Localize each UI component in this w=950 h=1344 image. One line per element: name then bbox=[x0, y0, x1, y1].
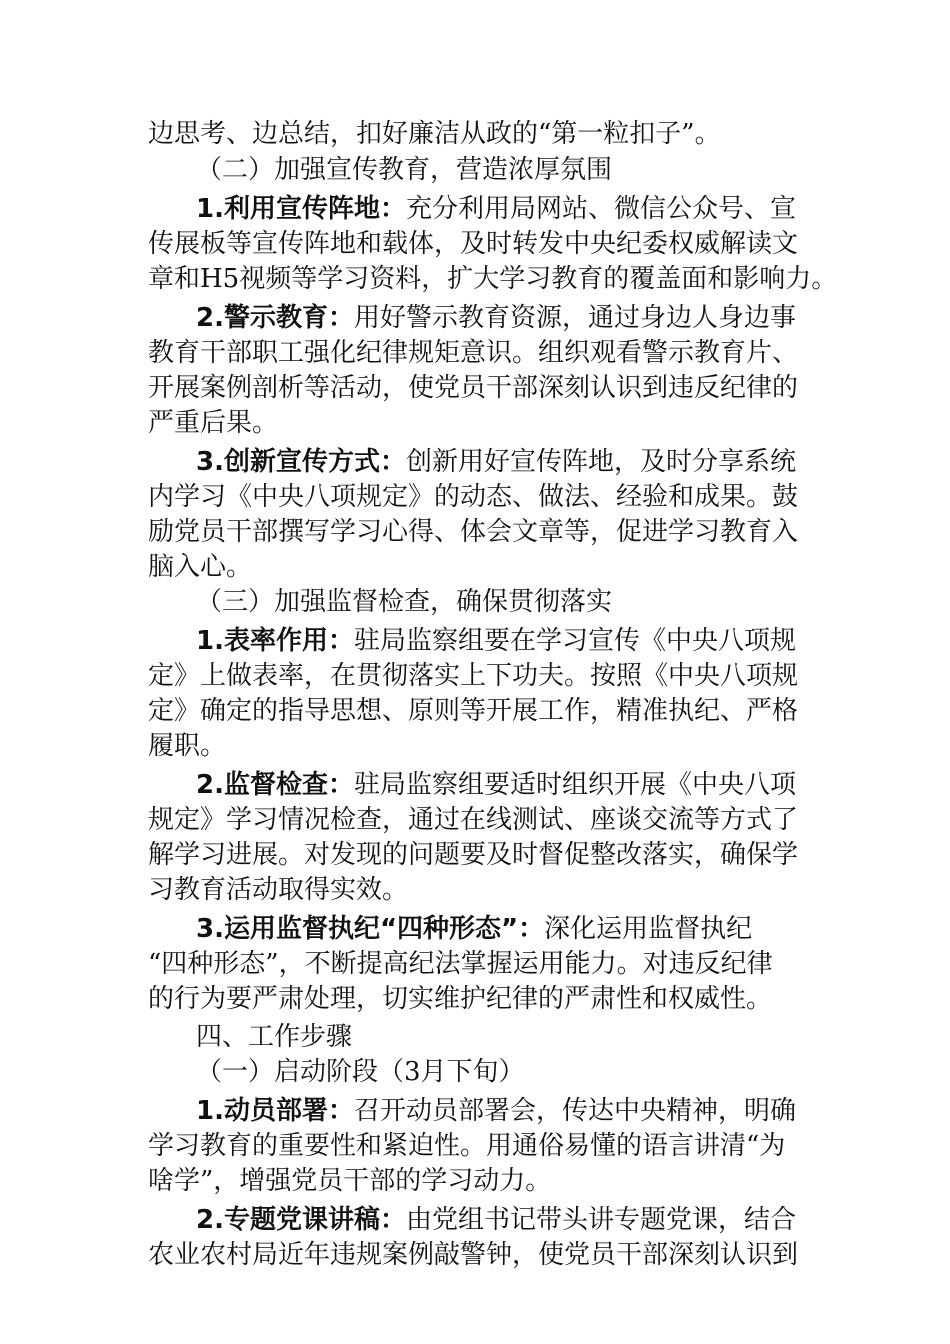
bold-run-in-heading: 3.创新宣传方式： bbox=[196, 447, 406, 477]
section-heading: 四、工作步骤 bbox=[196, 1022, 353, 1052]
text-line bbox=[148, 837, 803, 873]
text-line bbox=[148, 802, 803, 838]
text-line bbox=[196, 444, 803, 480]
text-segment: 啥学”，增强党员干部的学习动力。 bbox=[148, 1166, 552, 1196]
text-line bbox=[148, 479, 803, 515]
text-segment: 章和H5视频等学习资料，扩大学习教育的覆盖面和影响力。 bbox=[148, 264, 838, 294]
text-segment: 农业农村局近年违规案例敲警钟，使党员干部深刻认识到 bbox=[148, 1240, 799, 1270]
text-line bbox=[148, 261, 838, 297]
text-line bbox=[148, 981, 803, 1017]
text-segment: 充分利用局网站、微信公众号、宣 bbox=[405, 194, 796, 224]
text-segment: 教育干部职工强化纪律规矩意识。组织观看警示教育片、 bbox=[148, 338, 799, 368]
text-segment: 规定》学习情况检查，通过在线测试、座谈交流等方式了 bbox=[148, 805, 799, 835]
text-segment: 学习教育的重要性和紧迫性。用通俗易懂的语言讲清“为 bbox=[148, 1131, 786, 1161]
text-segment: 边思考、边总结，扣好廉洁从政的“第一粒扣子”。 bbox=[148, 119, 721, 149]
text-segment: 励党员干部撰写学习心得、体会文章等，促进学习教育入 bbox=[148, 517, 799, 547]
text-line bbox=[148, 946, 803, 982]
text-line bbox=[148, 1128, 803, 1164]
text-line bbox=[148, 1237, 803, 1273]
text-line bbox=[196, 1054, 803, 1090]
text-line bbox=[148, 116, 803, 152]
bold-run-in-heading: 2.专题党课讲稿： bbox=[196, 1205, 406, 1235]
text-line bbox=[148, 549, 803, 585]
text-line bbox=[148, 226, 803, 262]
text-segment: （三）加强监督检查，确保贯彻落实 bbox=[196, 587, 613, 617]
text-segment: “四种形态”，不断提高纪法掌握运用能力。对违反纪律 bbox=[148, 949, 773, 979]
bold-run-in-heading: 3.运用监督执纪“四种形态”： bbox=[196, 914, 545, 944]
bold-run-in-heading: 2.警示教育： bbox=[196, 303, 354, 333]
text-line bbox=[148, 658, 803, 694]
text-line bbox=[148, 335, 803, 371]
text-line bbox=[196, 1019, 803, 1055]
text-line bbox=[148, 693, 803, 729]
text-line bbox=[196, 1202, 803, 1238]
text-line bbox=[196, 152, 803, 188]
text-line bbox=[196, 1093, 803, 1129]
text-segment: 定》确定的指导思想、原则等开展工作，精准执纪、严格 bbox=[148, 696, 799, 726]
text-line bbox=[196, 911, 803, 947]
text-segment: 驻局监察组要在学习宣传《中央八项规 bbox=[353, 626, 796, 656]
text-segment: 脑入心。 bbox=[148, 552, 253, 582]
text-segment: 召开动员部署会，传达中央精神，明确 bbox=[353, 1096, 796, 1126]
text-segment: （一）启动阶段（3月下旬） bbox=[196, 1057, 525, 1087]
text-line bbox=[148, 514, 803, 550]
text-line bbox=[196, 623, 803, 659]
text-segment: 深化运用监督执纪 bbox=[544, 914, 753, 944]
text-segment: 由党组书记带头讲专题党课，结合 bbox=[405, 1205, 796, 1235]
text-segment: 习教育活动取得实效。 bbox=[148, 875, 409, 905]
text-segment: 用好警示教育资源，通过身边人身边事 bbox=[353, 303, 796, 333]
text-line bbox=[196, 584, 803, 620]
text-line bbox=[196, 767, 803, 803]
text-line bbox=[148, 872, 803, 908]
bold-run-in-heading: 1.利用宣传阵地： bbox=[196, 194, 406, 224]
text-line bbox=[148, 405, 803, 441]
text-segment: 严重后果。 bbox=[148, 408, 279, 438]
text-segment: （二）加强宣传教育，营造浓厚氛围 bbox=[196, 155, 613, 185]
text-segment: 创新用好宣传阵地，及时分享系统 bbox=[405, 447, 796, 477]
bold-run-in-heading: 2.监督检查： bbox=[196, 770, 354, 800]
text-segment: 内学习《中央八项规定》的动态、做法、经验和成果。鼓 bbox=[148, 482, 799, 512]
text-segment: 定》上做表率，在贯彻落实上下功夫。按照《中央八项规 bbox=[148, 661, 799, 691]
text-segment: 开展案例剖析等活动，使党员干部深刻认识到违反纪律的 bbox=[148, 373, 799, 403]
text-segment: 传展板等宣传阵地和载体，及时转发中央纪委权威解读文 bbox=[148, 229, 799, 259]
text-segment: 履职。 bbox=[148, 731, 227, 761]
bold-run-in-heading: 1.动员部署： bbox=[196, 1096, 354, 1126]
text-segment: 解学习进展。对发现的问题要及时督促整改落实，确保学 bbox=[148, 840, 799, 870]
text-line bbox=[196, 191, 803, 227]
text-line bbox=[148, 1163, 803, 1199]
text-segment: 的行为要严肃处理，切实维护纪律的严肃性和权威性。 bbox=[148, 984, 773, 1014]
text-line bbox=[196, 300, 803, 336]
bold-run-in-heading: 1.表率作用： bbox=[196, 626, 354, 656]
text-line bbox=[148, 370, 803, 406]
text-segment: 驻局监察组要适时组织开展《中央八项 bbox=[353, 770, 796, 800]
text-line bbox=[148, 728, 803, 764]
